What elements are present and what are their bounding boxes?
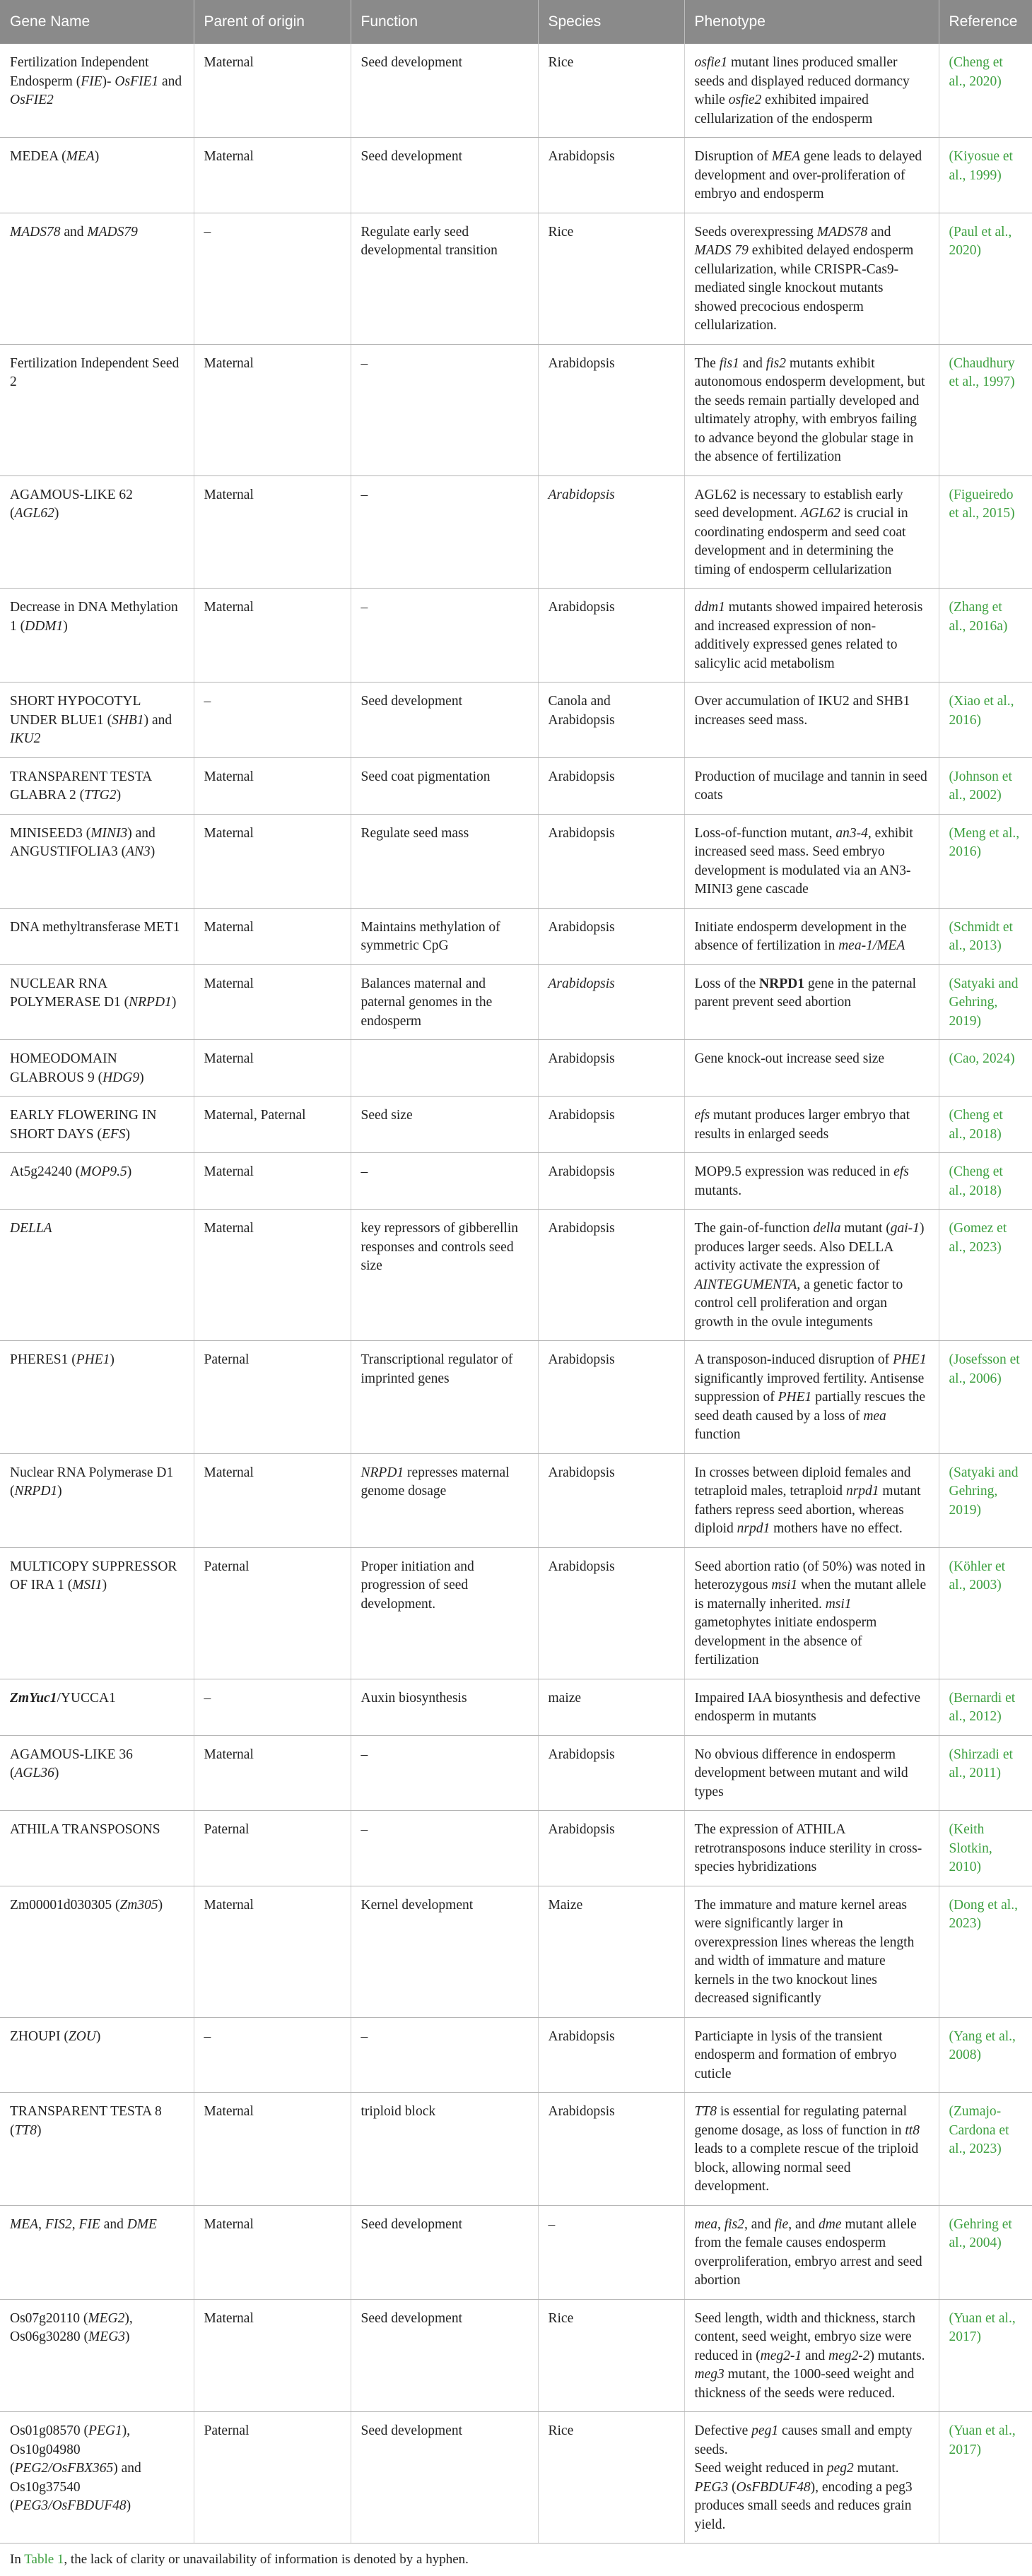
cell-phenotype: The fis1 and fis2 mutants exhibit autonomous endosperm development, but the seeds remain partially developed and ultimately atrophy, with embryos failing to advance beyond the globular stage in the absence of fertilization [684, 344, 939, 475]
cell-phenotype: MOP9.5 expression was reduced in efs mutants. [684, 1153, 939, 1210]
cell-reference[interactable]: (Zumajo-Cardona et al., 2023) [939, 2093, 1032, 2206]
cell-function: Seed size [351, 1097, 538, 1153]
cell-parent-of-origin: Maternal [194, 1735, 351, 1811]
cell-gene-name: ZmYuc1/YUCCA1 [0, 1679, 194, 1735]
table-row [0, 344, 1032, 475]
cell-species: Rice [538, 2412, 684, 2543]
cell-function [351, 1040, 538, 1097]
cell-reference[interactable]: (Zhang et al., 2016a) [939, 589, 1032, 683]
header-parent-of-origin: Parent of origin [194, 0, 351, 44]
cell-reference[interactable]: (Meng et al., 2016) [939, 814, 1032, 908]
cell-parent-of-origin: Maternal [194, 2299, 351, 2412]
cell-function: – [351, 475, 538, 589]
cell-gene-name: MEDEA (MEA) [0, 138, 194, 213]
cell-gene-name: ATHILA TRANSPOSONS [0, 1811, 194, 1886]
table-row [0, 1679, 1032, 1735]
cell-species: Arabidopsis [538, 1153, 684, 1210]
table-row [0, 1735, 1032, 1811]
cell-species: Arabidopsis [538, 1341, 684, 1454]
table-row [0, 475, 1032, 589]
cell-phenotype: Seeds overexpressing MADS78 and MADS 79 exhibited delayed endosperm cellularization, while CRISPR-Cas9-mediated single knockout mutants showed precocious endosperm cellularization. [684, 213, 939, 344]
cell-parent-of-origin: Maternal [194, 1040, 351, 1097]
cell-function: – [351, 1811, 538, 1886]
table-row [0, 589, 1032, 683]
cell-phenotype: The gain-of-function della mutant (gai-1) produces larger seeds. Also DELLA activity activate the expression of AINTEGUMENTA, a genetic factor to control cell proliferation and organ growth in the ovule integuments [684, 1210, 939, 1341]
cell-species: Arabidopsis [538, 964, 684, 1040]
cell-gene-name: DNA methyltransferase MET1 [0, 908, 194, 964]
cell-species: Arabidopsis [538, 1735, 684, 1811]
cell-phenotype: In crosses between diploid females and tetraploid males, tetraploid nrpd1 mutant fathers repress seed abortion, whereas diploid nrpd1 mothers have no effect. [684, 1453, 939, 1547]
cell-phenotype: Disruption of MEA gene leads to delayed development and over-proliferation of embryo and endosperm [684, 138, 939, 213]
cell-gene-name: EARLY FLOWERING IN SHORT DAYS (EFS) [0, 1097, 194, 1153]
cell-parent-of-origin: Maternal [194, 1453, 351, 1547]
cell-phenotype: AGL62 is necessary to establish early seed development. AGL62 is crucial in coordinating endosperm and seed coat development and in determining the timing of endosperm cellularization [684, 475, 939, 589]
cell-gene-name: Os07g20110 (MEG2), Os06g30280 (MEG3) [0, 2299, 194, 2412]
cell-gene-name: ZHOUPI (ZOU) [0, 2017, 194, 2093]
cell-reference[interactable]: (Schmidt et al., 2013) [939, 908, 1032, 964]
cell-reference[interactable]: (Chaudhury et al., 1997) [939, 344, 1032, 475]
table-row [0, 2017, 1032, 2093]
table-row [0, 1811, 1032, 1886]
cell-gene-name: Fertilization Independent Endosperm (FIE)- OsFIE1 and OsFIE2 [0, 44, 194, 138]
cell-function: Regulate seed mass [351, 814, 538, 908]
footnote-suffix: , the lack of clarity or unavailability of information is denoted by a hyphen. [64, 2552, 469, 2567]
cell-parent-of-origin: Paternal [194, 1547, 351, 1679]
cell-phenotype: Production of mucilage and tannin in seed coats [684, 757, 939, 814]
cell-function: Seed development [351, 2412, 538, 2543]
cell-reference[interactable]: (Cheng et al., 2020) [939, 44, 1032, 138]
cell-parent-of-origin: Maternal [194, 344, 351, 475]
cell-gene-name: NUCLEAR RNA POLYMERASE D1 (NRPD1) [0, 964, 194, 1040]
cell-function: – [351, 2017, 538, 2093]
cell-species: Arabidopsis [538, 1547, 684, 1679]
cell-reference[interactable]: (Cheng et al., 2018) [939, 1097, 1032, 1153]
cell-gene-name: Decrease in DNA Methylation 1 (DDM1) [0, 589, 194, 683]
cell-function: NRPD1 represses maternal genome dosage [351, 1453, 538, 1547]
cell-phenotype: A transposon-induced disruption of PHE1 significantly improved fertility. Antisense suppression of PHE1 partially rescues the seed death caused by a loss of mea function [684, 1341, 939, 1454]
table-row [0, 1341, 1032, 1454]
cell-parent-of-origin: – [194, 213, 351, 344]
cell-species: Canola and Arabidopsis [538, 683, 684, 758]
cell-function: Balances maternal and paternal genomes in the endosperm [351, 964, 538, 1040]
table-row [0, 213, 1032, 344]
cell-function: Seed coat pigmentation [351, 757, 538, 814]
table-row [0, 908, 1032, 964]
cell-function: – [351, 1735, 538, 1811]
table-row [0, 1097, 1032, 1153]
cell-reference[interactable]: (Figueiredo et al., 2015) [939, 475, 1032, 589]
cell-parent-of-origin: Maternal [194, 757, 351, 814]
cell-gene-name: Nuclear RNA Polymerase D1 (NRPD1) [0, 1453, 194, 1547]
cell-function: Seed development [351, 2299, 538, 2412]
table-row [0, 1040, 1032, 1097]
cell-phenotype: ddm1 mutants showed impaired heterosis and increased expression of non-additively expressed genes related to salicylic acid metabolism [684, 589, 939, 683]
cell-gene-name: Zm00001d030305 (Zm305) [0, 1886, 194, 2017]
cell-species: Arabidopsis [538, 1210, 684, 1341]
cell-species: maize [538, 1679, 684, 1735]
cell-parent-of-origin: Maternal [194, 44, 351, 138]
cell-species: Maize [538, 1886, 684, 2017]
cell-reference[interactable]: (Dong et al., 2023) [939, 1886, 1032, 2017]
cell-reference[interactable]: (Gomez et al., 2023) [939, 1210, 1032, 1341]
cell-function: – [351, 344, 538, 475]
cell-function: Proper initiation and progression of seed development. [351, 1547, 538, 1679]
cell-reference[interactable]: (Gehring et al., 2004) [939, 2205, 1032, 2299]
table-row [0, 2412, 1032, 2543]
cell-parent-of-origin: Maternal, Paternal [194, 1097, 351, 1153]
cell-parent-of-origin: Paternal [194, 1811, 351, 1886]
cell-parent-of-origin: – [194, 2017, 351, 2093]
cell-species: Arabidopsis [538, 1811, 684, 1886]
cell-species: Arabidopsis [538, 589, 684, 683]
cell-gene-name: AGAMOUS-LIKE 36 (AGL36) [0, 1735, 194, 1811]
cell-parent-of-origin: Maternal [194, 475, 351, 589]
cell-phenotype: Over accumulation of IKU2 and SHB1 increases seed mass. [684, 683, 939, 758]
cell-gene-name: TRANSPARENT TESTA GLABRA 2 (TTG2) [0, 757, 194, 814]
cell-parent-of-origin: Maternal [194, 2093, 351, 2206]
cell-reference[interactable]: (Bernardi et al., 2012) [939, 1679, 1032, 1735]
cell-parent-of-origin: Maternal [194, 1886, 351, 2017]
cell-parent-of-origin: Maternal [194, 138, 351, 213]
header-phenotype: Phenotype [684, 0, 939, 44]
cell-reference[interactable]: (Johnson et al., 2002) [939, 757, 1032, 814]
cell-gene-name: MINISEED3 (MINI3) and ANGUSTIFOLIA3 (AN3) [0, 814, 194, 908]
cell-reference[interactable]: (Yuan et al., 2017) [939, 2299, 1032, 2412]
cell-phenotype: TT8 is essential for regulating paternal genome dosage, as loss of function in tt8 leads to a complete rescue of the triploid block, allowing normal seed development. [684, 2093, 939, 2206]
cell-parent-of-origin: – [194, 1679, 351, 1735]
table-row [0, 2299, 1032, 2412]
cell-parent-of-origin: Paternal [194, 1341, 351, 1454]
table-row [0, 683, 1032, 758]
footnote-table-link[interactable]: Table 1 [24, 2552, 64, 2567]
cell-reference[interactable]: (Shirzadi et al., 2011) [939, 1735, 1032, 1811]
cell-phenotype: The immature and mature kernel areas were significantly larger in overexpression lines whereas the length and width of immature and mature kernels in the two knockout lines decreased significantly [684, 1886, 939, 2017]
cell-phenotype: mea, fis2, and fie, and dme mutant allele from the female causes endosperm overproliferation, embryo arrest and seed abortion [684, 2205, 939, 2299]
cell-species: Arabidopsis [538, 344, 684, 475]
cell-reference[interactable]: (Kiyosue et al., 1999) [939, 138, 1032, 213]
cell-phenotype: Gene knock-out increase seed size [684, 1040, 939, 1097]
cell-species: – [538, 2205, 684, 2299]
cell-species: Rice [538, 213, 684, 344]
cell-function: Auxin biosynthesis [351, 1679, 538, 1735]
cell-function: Seed development [351, 2205, 538, 2299]
cell-gene-name: At5g24240 (MOP9.5) [0, 1153, 194, 1210]
cell-species: Arabidopsis [538, 814, 684, 908]
cell-function: Seed development [351, 683, 538, 758]
table-row [0, 1453, 1032, 1547]
cell-reference[interactable]: (Satyaki and Gehring, 2019) [939, 964, 1032, 1040]
cell-function: Seed development [351, 44, 538, 138]
cell-reference[interactable]: (Josefsson et al., 2006) [939, 1341, 1032, 1454]
cell-species: Arabidopsis [538, 908, 684, 964]
cell-phenotype: Defective peg1 causes small and empty seeds. Seed weight reduced in peg2 mutant. PEG3 (OsFBDUF48), encoding a peg3 produces small seeds and reduces grain yield. [684, 2412, 939, 2543]
cell-gene-name: Os01g08570 (PEG1), Os10g04980 (PEG2/OsFBX365) and Os10g37540 (PEG3/OsFBDUF48) [0, 2412, 194, 2543]
header-species: Species [538, 0, 684, 44]
cell-species: Arabidopsis [538, 2017, 684, 2093]
cell-phenotype: Seed length, width and thickness, starch content, seed weight, embryo size were reduced in (meg2-1 and meg2-2) mutants. meg3 mutant, the 1000-seed weight and thickness of the seeds were reduced. [684, 2299, 939, 2412]
cell-gene-name: SHORT HYPOCOTYL UNDER BLUE1 (SHB1) and IKU2 [0, 683, 194, 758]
cell-species: Arabidopsis [538, 1453, 684, 1547]
cell-species: Arabidopsis [538, 138, 684, 213]
cell-reference[interactable]: (Keith Slotkin, 2010) [939, 1811, 1032, 1886]
cell-phenotype: Initiate endosperm development in the absence of fertilization in mea-1/MEA [684, 908, 939, 964]
cell-phenotype: No obvious difference in endosperm development between mutant and wild types [684, 1735, 939, 1811]
cell-reference[interactable]: (Cao, 2024) [939, 1040, 1032, 1097]
table-row [0, 964, 1032, 1040]
cell-reference[interactable]: (Paul et al., 2020) [939, 213, 1032, 344]
cell-species: Arabidopsis [538, 475, 684, 589]
cell-gene-name: MULTICOPY SUPPRESSOR OF IRA 1 (MSI1) [0, 1547, 194, 1679]
cell-parent-of-origin: Maternal [194, 1153, 351, 1210]
cell-gene-name: HOMEODOMAIN GLABROUS 9 (HDG9) [0, 1040, 194, 1097]
table-row [0, 1210, 1032, 1341]
cell-species: Arabidopsis [538, 1040, 684, 1097]
cell-function: Transcriptional regulator of imprinted genes [351, 1341, 538, 1454]
cell-function: Regulate early seed developmental transition [351, 213, 538, 344]
cell-gene-name: MADS78 and MADS79 [0, 213, 194, 344]
cell-gene-name: PHERES1 (PHE1) [0, 1341, 194, 1454]
cell-phenotype: Loss-of-function mutant, an3-4, exhibit increased seed mass. Seed embryo development is modulated via an AN3-MINI3 gene cascade [684, 814, 939, 908]
cell-reference[interactable]: (Cheng et al., 2018) [939, 1153, 1032, 1210]
cell-species: Rice [538, 2299, 684, 2412]
cell-species: Arabidopsis [538, 757, 684, 814]
table-row [0, 1153, 1032, 1210]
cell-phenotype: Seed abortion ratio (of 50%) was noted in heterozygous msi1 when the mutant allele is maternally inherited. msi1 gametophytes initiate endosperm development in the absence of fertilization [684, 1547, 939, 1679]
cell-gene-name: Fertilization Independent Seed 2 [0, 344, 194, 475]
cell-phenotype: Impaired IAA biosynthesis and defective endosperm in mutants [684, 1679, 939, 1735]
cell-parent-of-origin: Maternal [194, 1210, 351, 1341]
footnote-prefix: In [10, 2552, 25, 2567]
cell-gene-name: MEA, FIS2, FIE and DME [0, 2205, 194, 2299]
cell-gene-name: AGAMOUS-LIKE 62 (AGL62) [0, 475, 194, 589]
cell-phenotype: efs mutant produces larger embryo that results in enlarged seeds [684, 1097, 939, 1153]
table-body [0, 44, 1032, 2543]
table-header [0, 0, 1032, 44]
cell-phenotype: osfie1 mutant lines produced smaller seeds and displayed reduced dormancy while osfie2 exhibited impaired cellularization of the endosperm [684, 44, 939, 138]
cell-reference[interactable]: (Yang et al., 2008) [939, 2017, 1032, 2093]
cell-species: Arabidopsis [538, 1097, 684, 1153]
cell-function: Maintains methylation of symmetric CpG [351, 908, 538, 964]
cell-function: triploid block [351, 2093, 538, 2206]
cell-parent-of-origin: Maternal [194, 2205, 351, 2299]
cell-function: key repressors of gibberellin responses and controls seed size [351, 1210, 538, 1341]
cell-gene-name: TRANSPARENT TESTA 8 (TT8) [0, 2093, 194, 2206]
cell-reference[interactable]: (Xiao et al., 2016) [939, 683, 1032, 758]
cell-function: – [351, 1153, 538, 1210]
cell-phenotype: Particiapte in lysis of the transient endosperm and formation of embryo cuticle [684, 2017, 939, 2093]
cell-parent-of-origin: – [194, 683, 351, 758]
cell-parent-of-origin: Maternal [194, 589, 351, 683]
table-row [0, 2093, 1032, 2206]
cell-parent-of-origin: Maternal [194, 814, 351, 908]
cell-species: Arabidopsis [538, 2093, 684, 2206]
header-reference: Reference [939, 0, 1032, 44]
table-row [0, 1886, 1032, 2017]
cell-reference[interactable]: (Satyaki and Gehring, 2019) [939, 1453, 1032, 1547]
cell-reference[interactable]: (Köhler et al., 2003) [939, 1547, 1032, 1679]
table-footnote [0, 2543, 1032, 2576]
header-gene-name: Gene Name [0, 0, 194, 44]
table-row [0, 138, 1032, 213]
cell-phenotype: Loss of the NRPD1 gene in the paternal parent prevent seed abortion [684, 964, 939, 1040]
cell-gene-name: DELLA [0, 1210, 194, 1341]
cell-parent-of-origin: Maternal [194, 964, 351, 1040]
cell-species: Rice [538, 44, 684, 138]
table-row [0, 44, 1032, 138]
cell-parent-of-origin: Maternal [194, 908, 351, 964]
header-function: Function [351, 0, 538, 44]
table-row [0, 814, 1032, 908]
cell-function: Kernel development [351, 1886, 538, 2017]
cell-reference[interactable]: (Yuan et al., 2017) [939, 2412, 1032, 2543]
table-row [0, 757, 1032, 814]
table-row [0, 2205, 1032, 2299]
cell-function: Seed development [351, 138, 538, 213]
cell-phenotype: The expression of ATHILA retrotransposons induce sterility in cross-species hybridizations [684, 1811, 939, 1886]
table-row [0, 1547, 1032, 1679]
cell-parent-of-origin: Paternal [194, 2412, 351, 2543]
cell-function: – [351, 589, 538, 683]
